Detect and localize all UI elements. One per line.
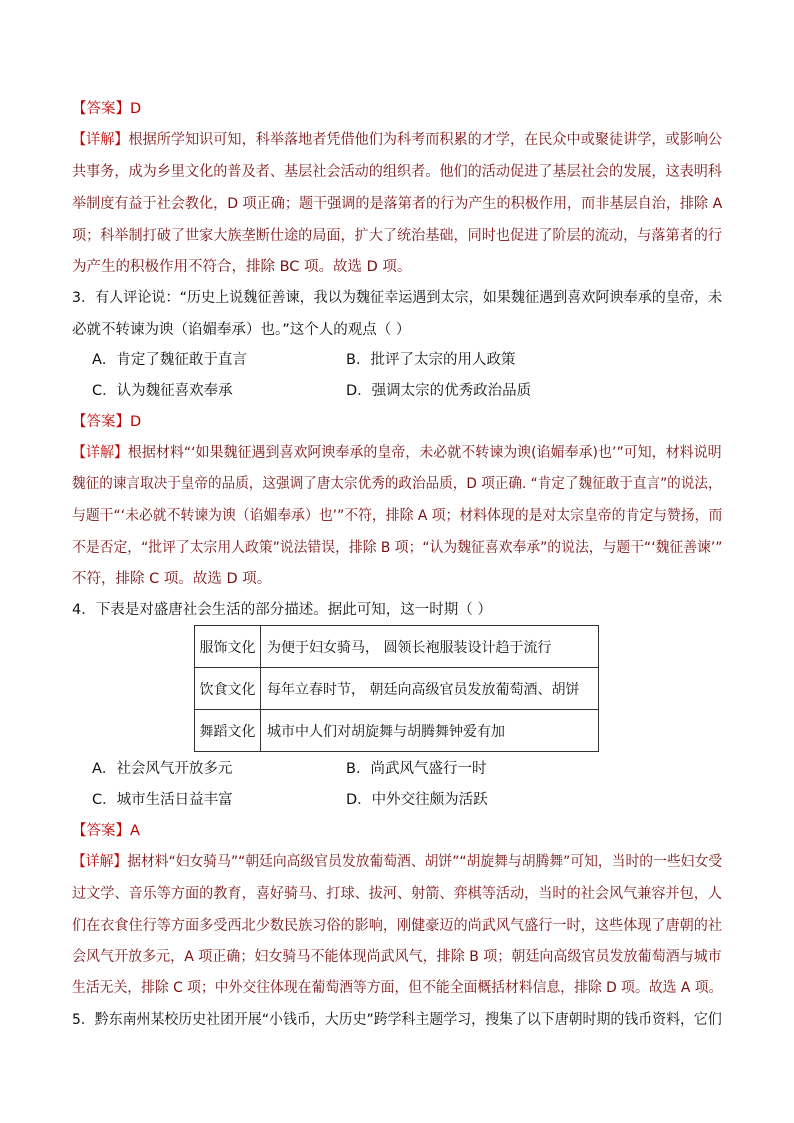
q2-explanation-line: 共事务，成为乡里文化的普及者、基层社会活动的组织者。他们的活动促进了基层社会的发展，这表明科 [72, 164, 722, 180]
table-row [195, 710, 599, 752]
table-cell-description: 城市中人们对胡旋舞与胡腾舞钟爱有加 [261, 710, 599, 752]
q4-explanation-line: 【详解】据材料“妇女骑马”“朝廷向高级官员发放葡萄酒、胡饼”“胡旋舞与胡腾舞”可知，当时的一些妇女受 [72, 854, 723, 870]
q2-answer [72, 99, 141, 119]
q4-option-d: D．中外交往颇为活跃 [346, 792, 488, 808]
q4-option-a: A．社会风气开放多元 [92, 761, 233, 777]
q5-stem-line: 5．黔东南州某校历史社团开展“小钱币，大历史”跨学科主题学习，搜集了以下唐朝时期的钱币资料，它们 [72, 1012, 722, 1028]
q4-stem: 4．下表是对盛唐社会生活的部分描述。据此可知，这一时期（ ） [72, 602, 492, 618]
q3-explanation-line: 不符，排除 C 项。故选 D 项。 [72, 571, 272, 587]
table-cell-category: 舞蹈文化 [195, 710, 261, 752]
q4-answer [72, 821, 140, 841]
table-cell-category: 服饰文化 [195, 626, 261, 668]
q3-stem-line: 必就不转谏为谀（谄媚奉承）也。”这个人的观点（ ） [72, 322, 411, 338]
q3-option-c: C．认为魏征喜欢奉承 [92, 383, 233, 399]
q4-explanation-line: 们在衣食住行等方面多受西北少数民族习俗的影响，刚健豪迈的尚武风气盛行一时，这些体现了唐朝的社 [72, 918, 722, 934]
table-cell-category: 饮食文化 [195, 668, 261, 710]
q4-explanation-line: 生活无关，排除 C 项；中外交往体现在葡萄酒等方面，但不能全面概括材料信息，排除 D 项。故选 A 项。 [72, 980, 723, 996]
q4-explanation-line: 会风气开放多元，A 项正确；妇女骑马不能体现尚武风气，排除 B 项；朝廷向高级官员发放葡萄酒与城市 [72, 949, 722, 965]
answer-value: D [130, 101, 142, 117]
q2-explanation-line: 【详解】根据所学知识可知，科举落地者凭借他们为科考而积累的才学，在民众中或聚徒讲学，或影响公 [72, 132, 723, 148]
q2-explanation-line: 举制度有益于社会教化，D 项正确；题干强调的是落第者的行为产生的积极作用，而非基层自治，排除 A [72, 196, 723, 212]
table-cell-description: 每年立春时节， 朝廷向高级官员发放葡萄酒、胡饼 [261, 668, 599, 710]
q4-explanation-line: 过文学、音乐等方面的教育，喜好骑马、打球、拔河、射箭、弈棋等活动，当时的社会风气兼容并包，人 [72, 886, 722, 902]
q3-explanation-line: 【详解】根据材料“‘如果魏征遇到喜欢阿谀奉承的皇帝，未必就不转谏为谀(谄媚奉承)也’”可知，材料说明 [72, 445, 722, 461]
q3-option-d: D．强调太宗的优秀政治品质 [346, 383, 532, 399]
explanation-tag: 【详解】 [72, 445, 128, 461]
q3-explanation-line: 不是否定，“批评了太宗用人政策”说法错误，排除 B 项；“认为魏征喜欢奉承”的说法，与题干“‘魏征善谏’” [72, 540, 723, 556]
answer-tag: 【答案】 [72, 823, 130, 839]
q3-answer [72, 412, 141, 432]
answer-value: D [130, 414, 142, 430]
q3-option-b: B．批评了太宗的用人政策 [346, 352, 516, 368]
q3-explanation-line: 魏征的谏言取决于皇帝的品质，这强调了唐太宗优秀的政治品质，D 项正确. “肯定了魏征敢于直言”的说法， [72, 476, 722, 492]
answer-tag: 【答案】 [72, 414, 130, 430]
q4-option-c: C．城市生活日益丰富 [92, 792, 233, 808]
q2-explanation-line: 项；科举制打破了世家大族垄断仕途的局面，扩大了统治基础，同时也促进了阶层的流动，与落第者的行 [72, 228, 722, 244]
q2-explanation-line: 为产生的积极作用不符合，排除 BC 项。故选 D 项。 [72, 259, 412, 275]
q3-option-a: A．肯定了魏征敢于直言 [92, 352, 247, 368]
q3-explanation-line: 与题干“‘未必就不转谏为谀（谄媚奉承）也’”不符，排除 A 项；材料体现的是对太宗皇帝的肯定与赞扬，而 [72, 508, 723, 524]
q3-stem-line: 3．有人评论说：“历史上说魏征善谏，我以为魏征幸运遇到太宗，如果魏征遇到喜欢阿谀奉承的皇帝，未 [72, 290, 723, 306]
table-row [195, 668, 599, 710]
table-row [195, 626, 599, 668]
table-cell-description: 为便于妇女骑马， 圆领长袍服装设计趋于流行 [261, 626, 599, 668]
q4-option-b: B．尚武风气盛行一时 [346, 761, 487, 777]
q4-table [194, 625, 599, 752]
answer-value: A [130, 823, 140, 839]
explanation-tag: 【详解】 [72, 132, 129, 148]
explanation-tag: 【详解】 [72, 854, 128, 870]
answer-tag: 【答案】 [72, 101, 130, 117]
